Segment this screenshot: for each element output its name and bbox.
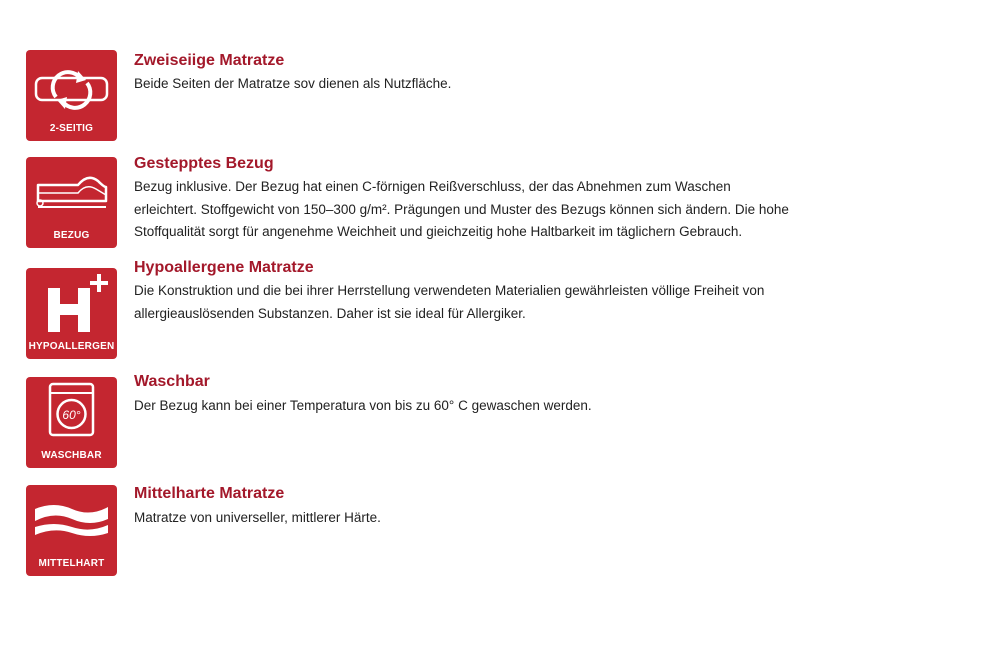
- feature-title: Waschbar: [134, 373, 210, 390]
- feature-description: Der Bezug kann bei einer Temperatura von bis zu 60° C gewaschen werden.: [134, 398, 592, 413]
- badge-cover: [26, 157, 117, 248]
- feature-description: Beide Seiten der Matratze sov dienen als Nutzfläche.: [134, 76, 452, 91]
- badge-label: WASCHBAR: [41, 450, 102, 461]
- badge-hypoallergenic: [26, 268, 117, 359]
- badge-label: HYPOALLERGEN: [28, 341, 115, 352]
- badge-medium-firm: [26, 485, 117, 576]
- badge-two-sided: [26, 50, 117, 141]
- feature-description: Matratze von universeller, mittlerer Härte.: [134, 510, 381, 525]
- feature-title: Gestepptes Bezug: [134, 155, 274, 172]
- feature-description: Bezug inklusive. Der Bezug hat einen C-förnigen Reißverschluss, der das Abnehmen zum Waschen erleichtert. Stoffgewicht von 150–300 g/m². Prägungen und Muster des Bezugs können sich ändern. Die hohe Stoffqualität sorgt für angenehme Weichheit und gieichzeitig hohe Haltbarkeit im täglichern Gebrauch.: [134, 179, 789, 239]
- badge-label: 2-SEITIG: [49, 123, 94, 134]
- badge-label: MITTELHART: [38, 558, 105, 569]
- badge-label: BEZUG: [53, 230, 90, 241]
- feature-description: Die Konstruktion und die bei ihrer Herrstellung verwendeten Materialien gewährleisten völlige Freiheit von allergieauslösenden Substanzen. Daher ist sie ideal für Allergiker.: [134, 283, 765, 321]
- svg-text:60°: 60°: [62, 408, 81, 422]
- feature-title: Zweiseiige Matratze: [134, 52, 285, 69]
- feature-title: Mittelharte Matratze: [134, 485, 285, 502]
- feature-title: Hypoallergene Matratze: [134, 259, 314, 276]
- badge-washable: [26, 377, 117, 468]
